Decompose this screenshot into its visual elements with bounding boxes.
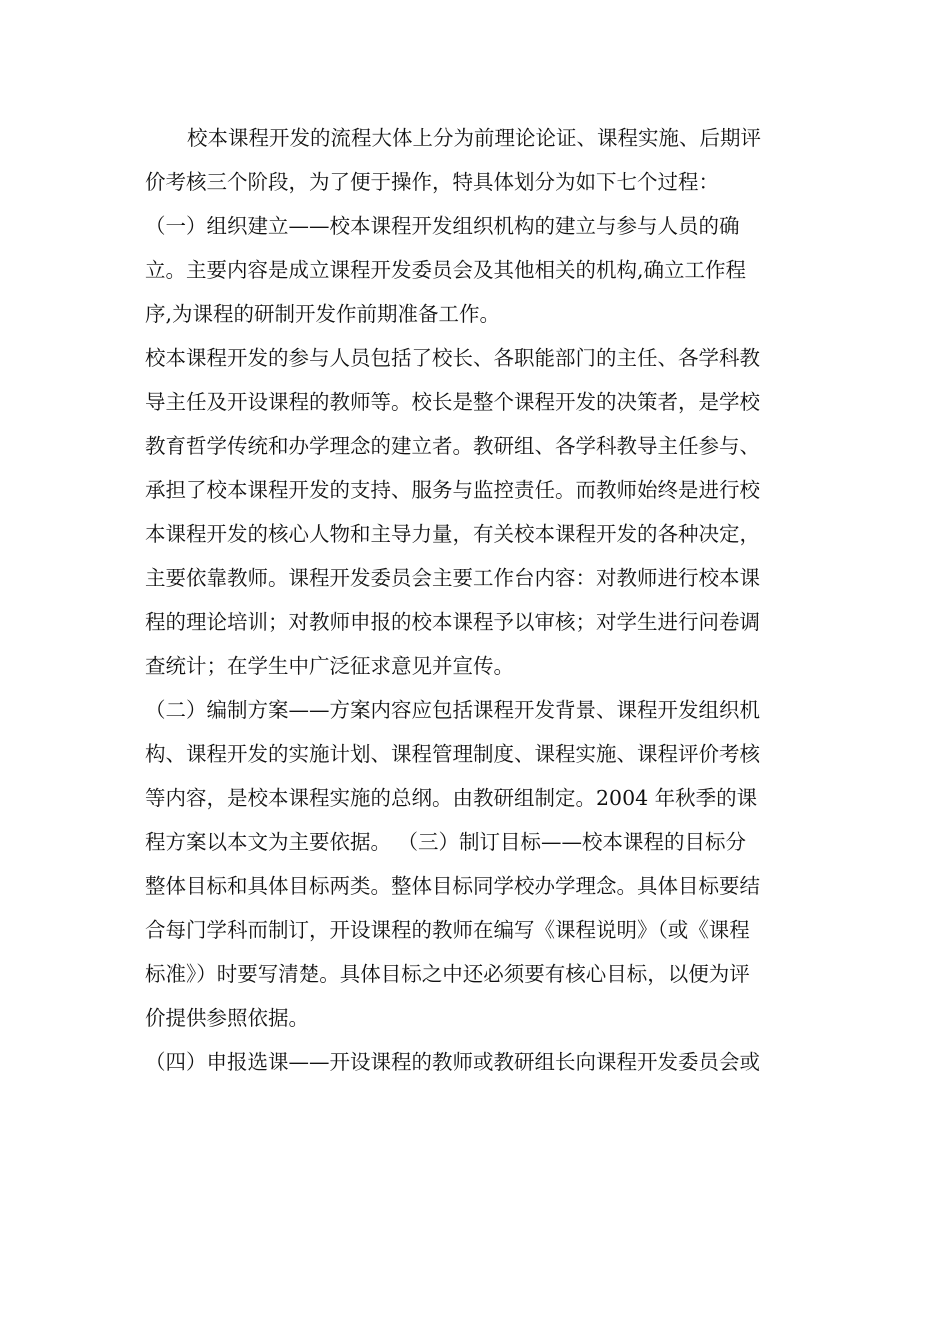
text-line-22: （四）申报选课——开设课程的教师或教研组长向课程开发委员会或 <box>145 1050 760 1074</box>
text-line-11: 主要依靠教师。课程开发委员会主要工作台内容：对教师进行校本课 <box>145 566 760 590</box>
text-line-15: 构、课程开发的实施计划、课程管理制度、课程实施、课程评价考核 <box>145 742 760 766</box>
text-line-21: 价提供参照依据。 <box>145 1006 309 1030</box>
text-line-9: 承担了校本课程开发的支持、服务与监控责任。而教师始终是进行校 <box>145 478 760 502</box>
text-line-1: 校本课程开发的流程大体上分为前理论论证、课程实施、后期评 <box>187 126 761 150</box>
text-line-13: 查统计；在学生中广泛征求意见并宣传。 <box>145 654 514 678</box>
text-line-17: 程方案以本文为主要依据。 （三）制订目标——校本课程的目标分 <box>145 830 747 854</box>
text-line-16: 等内容，是校本课程实施的总纲。由教研组制定。2004 年秋季的课 <box>145 786 758 810</box>
text-line-14: （二）编制方案——方案内容应包括课程开发背景、课程开发组织机 <box>145 698 760 722</box>
text-line-5: 序,为课程的研制开发作前期准备工作。 <box>145 302 501 326</box>
text-line-6: 校本课程开发的参与人员包括了校长、各职能部门的主任、各学科教 <box>145 346 760 370</box>
text-line-4: 立。主要内容是成立课程开发委员会及其他相关的机构,确立工作程 <box>145 258 747 282</box>
text-line-3: （一）组织建立——校本课程开发组织机构的建立与参与人员的确 <box>145 214 740 238</box>
text-line-20: 标准》）时要写清楚。具体目标之中还必须要有核心目标，以便为评 <box>145 962 750 986</box>
text-line-12: 程的理论培训；对教师申报的校本课程予以审核；对学生进行问卷调 <box>145 610 760 634</box>
text-line-18: 整体目标和具体目标两类。整体目标同学校办学理念。具体目标要结 <box>145 874 760 898</box>
text-line-19: 合每门学科而制订，开设课程的教师在编写《课程说明》（或《课程 <box>145 918 750 942</box>
text-line-7: 导主任及开设课程的教师等。校长是整个课程开发的决策者，是学校 <box>145 390 760 414</box>
text-line-10: 本课程开发的核心人物和主导力量，有关校本课程开发的各种决定， <box>145 522 760 546</box>
document-body <box>145 116 810 1084</box>
text-line-2: 价考核三个阶段，为了便于操作，特具体划分为如下七个过程： <box>145 170 719 194</box>
text-line-8: 教育哲学传统和办学理念的建立者。教研组、各学科教导主任参与、 <box>145 434 760 458</box>
